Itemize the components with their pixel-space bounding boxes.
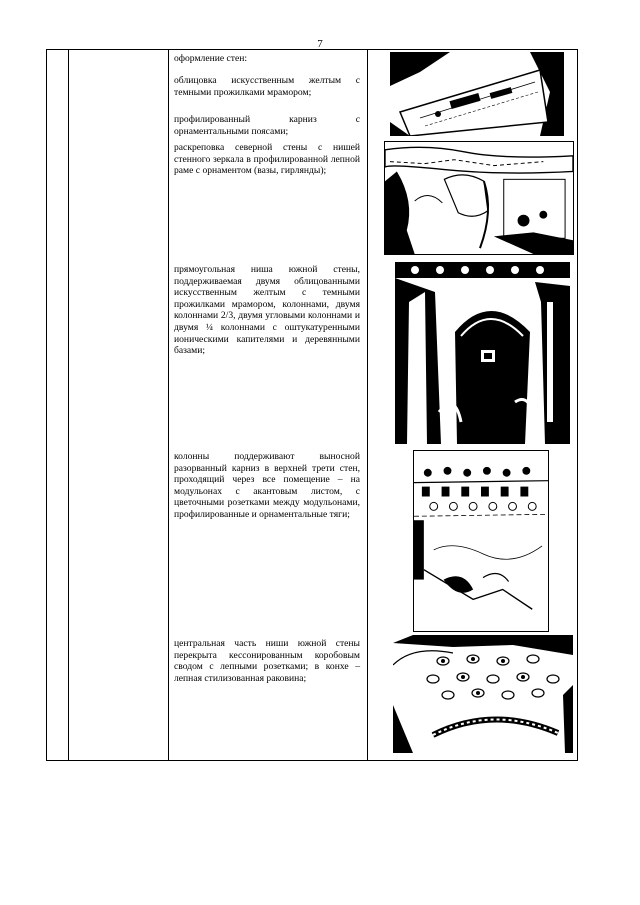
photo-south-wall-niche-columns-icon (395, 262, 570, 444)
paragraph-cornice: профилированный карниз с орнаментальными поясами; (174, 114, 360, 137)
description-column (174, 50, 360, 760)
description-table (46, 49, 578, 761)
photo-coffered-vault-icon (393, 635, 573, 753)
column-divider (168, 50, 169, 760)
photo-wall-cladding-icon (390, 52, 564, 136)
photo-cornice-modillions-icon (413, 450, 549, 632)
photo-north-wall-mirror-niche-icon (384, 141, 574, 255)
page-number: 7 (317, 38, 323, 50)
paragraph-columns-cornice: колонны поддерживают выносной разорванный карниз в верхней трети стен, проходящий через все помещение – на модульонах с акантовым листом, с цветочными розетками между модульонами, профилированные и орнаментальные тяги; (174, 451, 360, 520)
paragraph-wall-decoration: оформление стен: (174, 53, 248, 64)
paragraph-coffered-vault: центральная часть ниши южной стены перекрыта кессонированным коробовым сводом с лепными розетками; в конхе – лепная стилизованная раковина; (174, 638, 360, 684)
column-divider (367, 50, 368, 760)
paragraph-marble-cladding: облицовка искусственным желтым с темными прожилками мрамором; (174, 75, 360, 98)
paragraph-south-niche: прямоугольная ниша южной стены, поддерживаемая двумя облицованными искусственным желтым с темными прожилками мрамором, колоннами, двумя колоннами 2/3, двумя угловыми колоннами и двумя ¼ колоннами с оштукатуренными ионическими капителями и деревянными базами; (174, 264, 360, 357)
paragraph-north-wall: раскреповка северной стены с нишей стенного зеркала в профилированной лепной раме с орнаментом (вазы, гирлянды); (174, 142, 360, 177)
column-divider (68, 50, 69, 760)
